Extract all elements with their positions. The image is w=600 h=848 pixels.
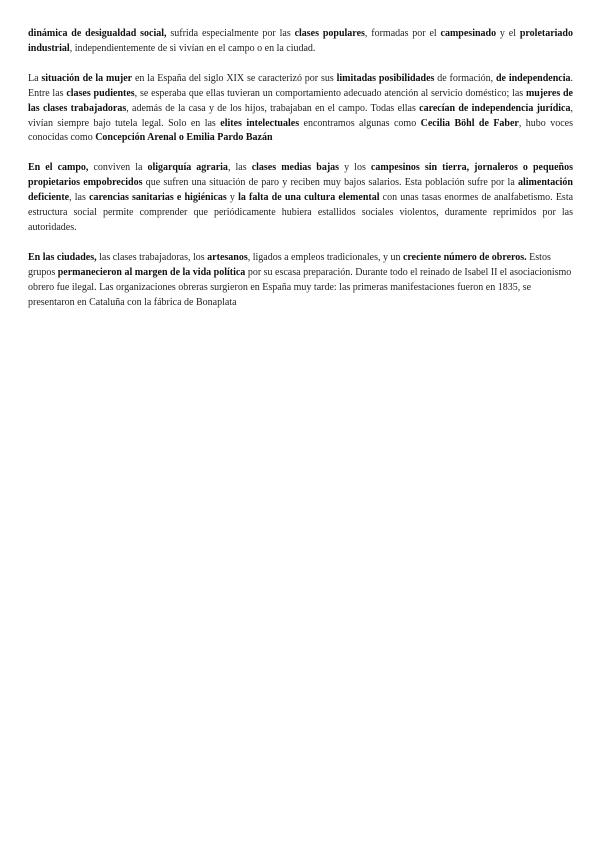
text-run: , hubo voces conocidas como [28, 117, 573, 144]
bold-text-run: En las ciudades, [28, 251, 97, 263]
bold-text-run: dinámica de desigualdad social, [28, 28, 167, 39]
bold-text-run: Cecilia Böhl de Faber [420, 117, 519, 129]
text-run: , además de la casa y de los hijos, trabajaban en el campo. Todas ellas [126, 102, 420, 114]
bold-text-run: campesinos sin tierra, jornaleros o pequeños propietarios empobrecidos [28, 162, 574, 189]
bold-text-run: campesinado [440, 28, 497, 39]
bold-text-run: carecían de independencia jurídica [419, 102, 571, 114]
bold-text-run: elites intelectuales [220, 117, 300, 129]
text-run: sufrida especialmente por las [166, 28, 295, 39]
text-run: La [28, 72, 42, 84]
text-run: , las [69, 192, 90, 204]
bold-text-run: permanecieron al margen de la vida política [57, 266, 246, 278]
text-run: , ligados a empleos tradicionales, y un [247, 251, 403, 263]
bold-text-run: alimentación deficiente [28, 177, 573, 204]
bold-text-run: creciente número de obreros. [402, 251, 527, 263]
text-run: que sufren una situación de paro y reciben muy bajos salarios. Esta población sufre por la [142, 177, 518, 189]
text-run: , independientemente de si vivían en el campo o en la ciudad. [69, 42, 316, 54]
text-run: , formadas por el [364, 28, 441, 39]
paragraph-en-el-campo [28, 161, 573, 236]
text-run: y [226, 192, 239, 204]
text-run: Estos grupos [28, 251, 551, 278]
bold-text-run: clases medias bajas [251, 162, 340, 174]
bold-text-run: clases populares [294, 28, 365, 39]
text-run: , se esperaba que ellas tuvieran un comportamiento adecuado atención al servicio doméstico; las [134, 87, 526, 99]
bold-text-run: proletariado industrial [28, 28, 573, 54]
text-run: conviven la [88, 162, 148, 174]
paragraph-situacion-mujer [28, 72, 573, 147]
text-run: por su escasa preparación. Durante todo el reinado de Isabel II el asociacionismo obrero fue ilegal. Las organizaciones obreras surgieron en España muy tarde: las primeras manifestaciones fueron en 1835, se presentaron en Cataluña con la fábrica de Bonaplata [28, 266, 572, 308]
text-run: , las [227, 162, 252, 174]
text-run: las clases trabajadoras, los [96, 251, 208, 263]
text-run: en la España del siglo XIX se caracterizó por sus [132, 72, 337, 84]
text-run: con unas tasas enormes de analfabetismo. Esta estructura social permite comprender que periódicamente hubiera estallidos sociales violentos, duramente reprimidos por las autoridades. [28, 192, 574, 233]
bold-text-run: mujeres de las clases trabajadoras [28, 87, 573, 114]
text-run: de formación, [434, 72, 496, 84]
text-run: y el [496, 28, 520, 39]
paragraph-en-las-ciudades [28, 251, 573, 311]
bold-text-run: situación de la mujer [41, 72, 133, 84]
text-run: , vivían siempre bajo tutela legal. Solo en las [28, 102, 573, 129]
bold-text-run: carencias sanitarias e higiénicas [89, 192, 227, 204]
bold-text-run: la falta de una cultura elemental [238, 192, 380, 204]
bold-text-run: de independencia [496, 72, 571, 84]
bold-text-run: Concepción Arenal o Emilia Pardo Bazán [95, 132, 273, 144]
text-run: encontramos algunas como [299, 117, 421, 129]
paragraph-desigualdad-social [28, 27, 573, 57]
bold-text-run: oligarquía agraria [147, 162, 228, 174]
text-run: . Entre las [28, 72, 574, 99]
text-run: y los [339, 162, 371, 174]
bold-text-run: En el campo, [28, 162, 89, 174]
bold-text-run: clases pudientes [66, 87, 135, 99]
bold-text-run: limitadas posibilidades [336, 72, 435, 84]
bold-text-run: artesanos [207, 251, 248, 263]
